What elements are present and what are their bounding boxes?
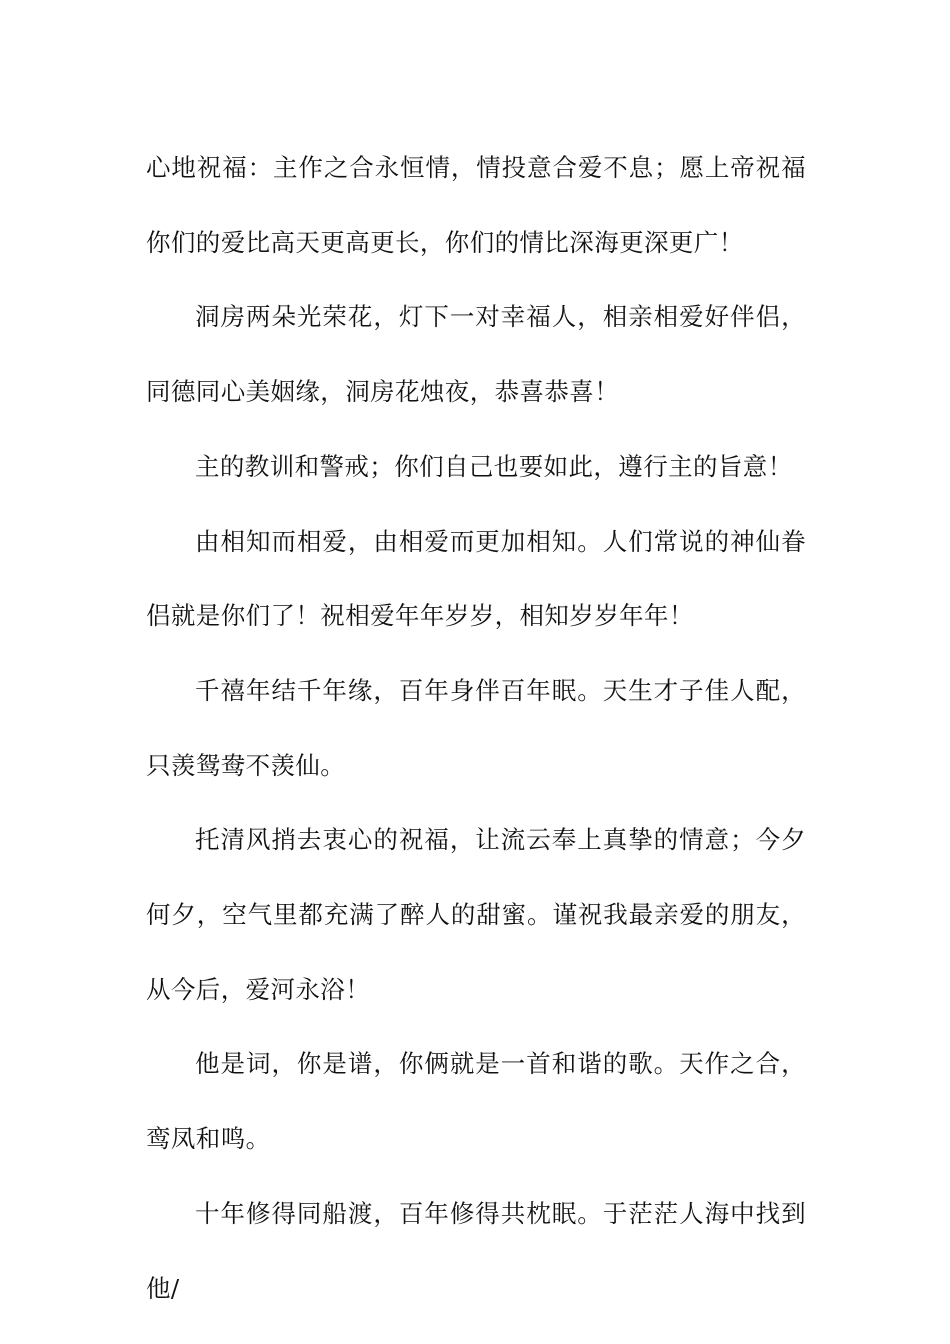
paragraph: 主的教训和警戒；你们自己也要如此，遵行主的旨意！ (195, 451, 793, 481)
paragraph: 十年修得同船渡，百年修得共枕眠。于茫茫人海中找到他/ (146, 1198, 806, 1303)
paragraph: 由相知而相爱，由相爱而更加相知。人们常说的神仙眷侣就是你们了！祝相爱年年岁岁，相知岁岁年年！ (146, 526, 806, 631)
paragraph: 他是词，你是谱，你俩就是一首和谐的歌。天作之合，鸾凤和鸣。 (146, 1049, 806, 1154)
paragraph: 托清风捎去衷心的祝福，让流云奉上真挚的情意；今夕何夕，空气里都充满了醉人的甜蜜。谨祝我最亲爱的朋友，从今后，爱河永浴！ (146, 825, 806, 1004)
document-body (146, 131, 806, 1326)
paragraph: 心地祝福：主作之合永恒情，情投意合爱不息；愿上帝祝福你们的爱比高天更高更长，你们的情比深海更深更广！ (146, 153, 806, 257)
paragraph: 洞房两朵光荣花，灯下一对幸福人，相亲相爱好伴侣，同德同心美姻缘，洞房花烛夜，恭喜恭喜！ (146, 302, 806, 407)
paragraph: 千禧年结千年缘，百年身伴百年眠。天生才子佳人配，只羡鸳鸯不羡仙。 (146, 675, 806, 780)
